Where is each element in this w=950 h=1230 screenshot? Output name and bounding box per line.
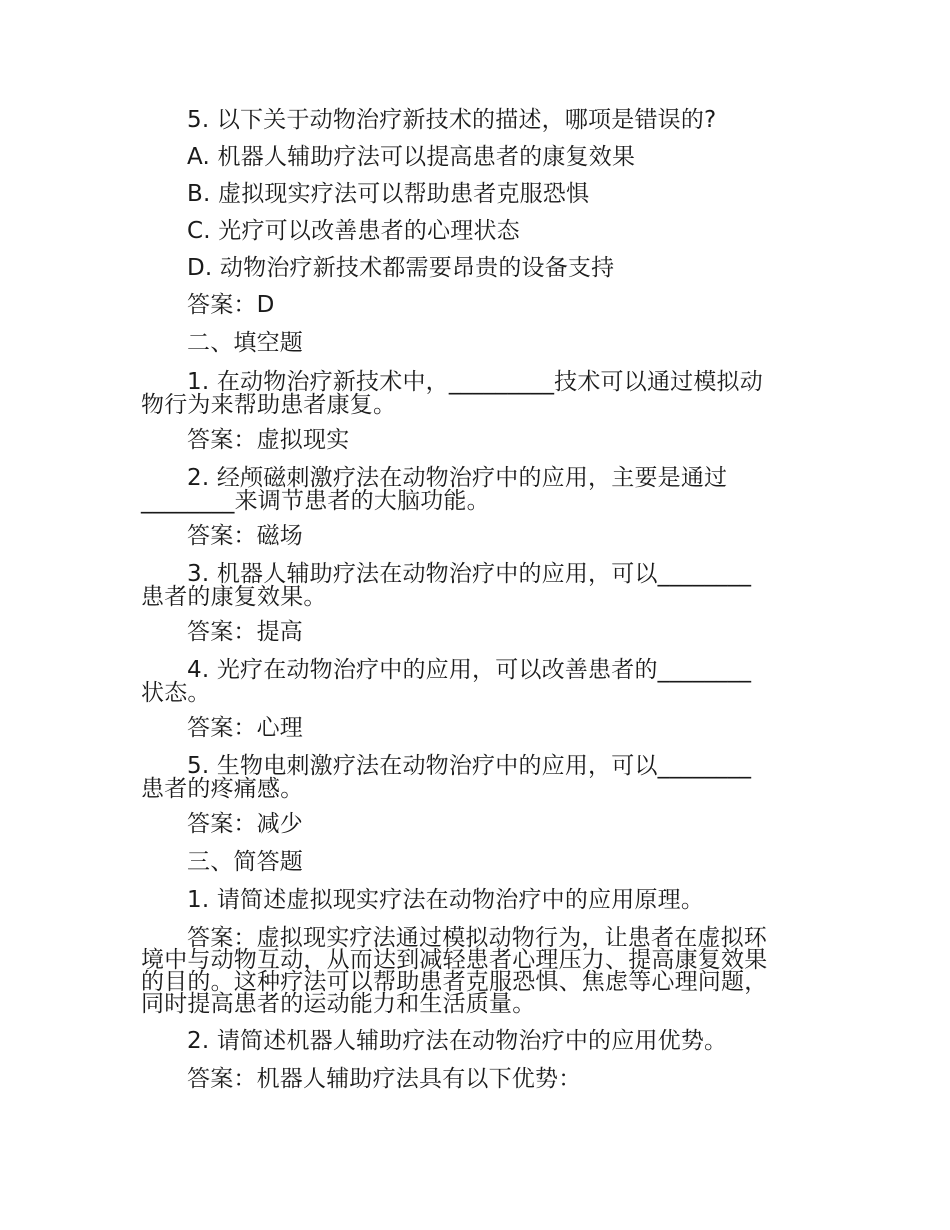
fill-q3-line1: 3. 机器人辅助疗法在动物治疗中的应用，可以________ <box>187 561 752 587</box>
fill-q4-answer: 答案：心理 <box>187 715 303 741</box>
short-q2-answer: 答案：机器人辅助疗法具有以下优势： <box>187 1066 582 1092</box>
short-q1-answer-line4: 同时提高患者的运动能力和生活质量。 <box>141 991 536 1017</box>
fill-q2-line1: 2. 经颅磁刺激疗法在动物治疗中的应用，主要是通过 <box>187 465 728 491</box>
fill-q1-answer: 答案：虚拟现实 <box>187 427 350 453</box>
fill-q1-line1: 1. 在动物治疗新技术中，_________技术可以通过模拟动 <box>187 369 763 395</box>
section-heading-fill: 二、填空题 <box>187 330 303 356</box>
fill-q3-answer: 答案：提高 <box>187 619 303 645</box>
short-q1-answer-line3: 的目的。这种疗法可以帮助患者克服恐惧、焦虑等心理问题， <box>141 969 768 995</box>
fill-q2-answer: 答案：磁场 <box>187 523 303 549</box>
mc-option-a: A. 机器人辅助疗法可以提高患者的康复效果 <box>187 144 636 170</box>
fill-q5-answer: 答案：减少 <box>187 811 303 837</box>
mc-question-stem: 5. 以下关于动物治疗新技术的描述，哪项是错误的? <box>187 107 717 133</box>
fill-q2-line2: ________来调节患者的大脑功能。 <box>141 488 490 514</box>
mc-answer: 答案：D <box>187 292 275 318</box>
fill-q4-line1: 4. 光疗在动物治疗中的应用，可以改善患者的________ <box>187 657 752 683</box>
fill-q5-line1: 5. 生物电刺激疗法在动物治疗中的应用，可以________ <box>187 753 752 779</box>
mc-option-d: D. 动物治疗新技术都需要昂贵的设备支持 <box>187 255 615 281</box>
fill-q4-line2: 状态。 <box>141 680 211 706</box>
short-q1-answer-line1: 答案：虚拟现实疗法通过模拟动物行为，让患者在虚拟环 <box>187 925 767 951</box>
short-q1-answer-line2: 境中与动物互动，从而达到减轻患者心理压力、提高康复效果 <box>141 947 768 973</box>
fill-q3-line2: 患者的康复效果。 <box>141 584 327 610</box>
section-heading-short: 三、简答题 <box>187 849 303 875</box>
short-q1-question: 1. 请简述虚拟现实疗法在动物治疗中的应用原理。 <box>187 887 705 913</box>
fill-q5-line2: 患者的疼痛感。 <box>141 776 304 802</box>
mc-option-b: B. 虚拟现实疗法可以帮助患者克服恐惧 <box>187 181 590 207</box>
fill-q1-line2: 物行为来帮助患者康复。 <box>141 392 397 418</box>
short-q2-question: 2. 请简述机器人辅助疗法在动物治疗中的应用优势。 <box>187 1028 728 1054</box>
mc-option-c: C. 光疗可以改善患者的心理状态 <box>187 218 520 244</box>
